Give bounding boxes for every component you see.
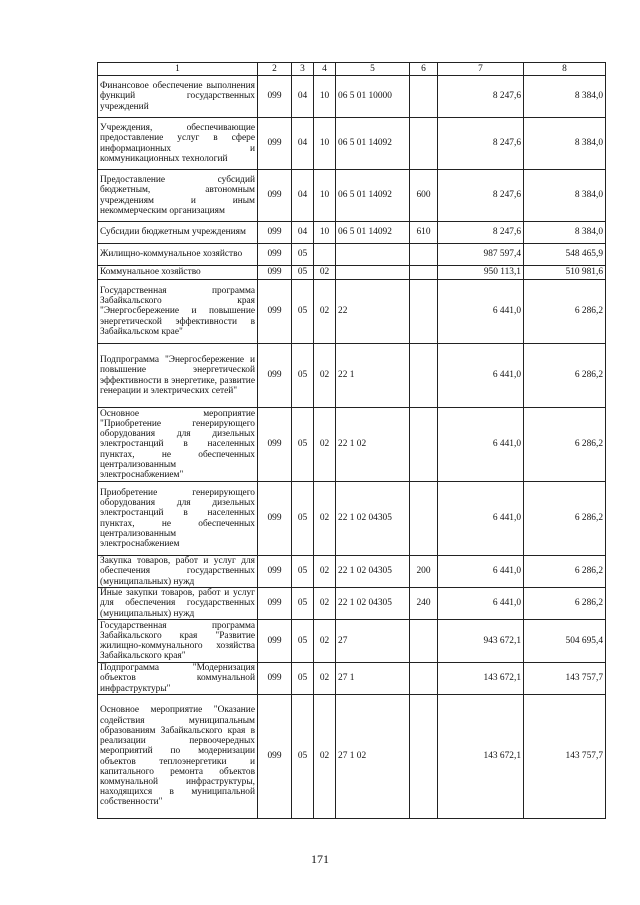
cell-amount-year-2: 6 286,2 [524, 344, 606, 408]
cell-amount-year-2: 8 384,0 [524, 118, 606, 170]
cell-amount-year-1: 6 441,0 [438, 280, 524, 344]
cell-amount-year-2: 510 981,6 [524, 266, 606, 280]
cell-ministry-code: 099 [258, 408, 292, 482]
cell-amount-year-1: 6 441,0 [438, 482, 524, 556]
cell-target-article: 27 1 02 [336, 695, 410, 819]
cell-amount-year-1: 6 441,0 [438, 588, 524, 620]
cell-ministry-code: 099 [258, 588, 292, 620]
cell-ministry-code: 099 [258, 344, 292, 408]
cell-target-article: 22 1 [336, 344, 410, 408]
cell-ministry-code: 099 [258, 222, 292, 244]
table-row [98, 556, 606, 588]
row-name: Предоставление субсидий бюджетным, автономным учреждениям и иным некоммерческим организациям [98, 170, 258, 222]
cell-amount-year-2: 8 384,0 [524, 76, 606, 118]
header-row [98, 63, 606, 76]
cell-ministry-code: 099 [258, 620, 292, 663]
cell-section: 05 [292, 482, 314, 556]
cell-target-article: 22 1 02 [336, 408, 410, 482]
cell-subsection: 02 [314, 280, 336, 344]
table-row [98, 344, 606, 408]
cell-amount-year-1: 6 441,0 [438, 344, 524, 408]
cell-expense-type [410, 76, 438, 118]
cell-subsection: 02 [314, 695, 336, 819]
cell-subsection: 02 [314, 663, 336, 695]
row-name: Закупка товаров, работ и услуг для обеспечения государственных (муниципальных) нужд [98, 556, 258, 588]
cell-section: 04 [292, 170, 314, 222]
table-row [98, 244, 606, 266]
budget-table [97, 62, 606, 819]
cell-subsection: 10 [314, 76, 336, 118]
column-header-7: 7 [438, 63, 524, 76]
cell-target-article: 06 5 01 14092 [336, 118, 410, 170]
cell-subsection: 02 [314, 482, 336, 556]
cell-amount-year-2: 548 465,9 [524, 244, 606, 266]
table-row [98, 280, 606, 344]
cell-amount-year-1: 987 597,4 [438, 244, 524, 266]
cell-section: 05 [292, 588, 314, 620]
row-name: Учреждения, обеспечивающие предоставление услуг в сфере информационных и коммуникационных технологий [98, 118, 258, 170]
table-row [98, 482, 606, 556]
cell-amount-year-2: 8 384,0 [524, 222, 606, 244]
column-header-1: 1 [98, 63, 258, 76]
cell-expense-type [410, 408, 438, 482]
cell-subsection: 02 [314, 344, 336, 408]
cell-expense-type: 240 [410, 588, 438, 620]
cell-amount-year-1: 6 441,0 [438, 556, 524, 588]
cell-expense-type [410, 344, 438, 408]
cell-expense-type [410, 482, 438, 556]
column-header-6: 6 [410, 63, 438, 76]
cell-amount-year-1: 950 113,1 [438, 266, 524, 280]
cell-ministry-code: 099 [258, 244, 292, 266]
cell-expense-type [410, 118, 438, 170]
table-row [98, 408, 606, 482]
cell-amount-year-1: 943 672,1 [438, 620, 524, 663]
cell-section: 05 [292, 556, 314, 588]
column-header-2: 2 [258, 63, 292, 76]
cell-subsection: 10 [314, 170, 336, 222]
cell-subsection: 02 [314, 556, 336, 588]
table-row [98, 118, 606, 170]
cell-target-article: 22 [336, 280, 410, 344]
row-name: Государственная программа Забайкальского края "Энергосбережение и повышение энергетической эффективности в Забайкальском крае" [98, 280, 258, 344]
cell-section: 05 [292, 244, 314, 266]
cell-ministry-code: 099 [258, 556, 292, 588]
row-name: Жилищно-коммунальное хозяйство [98, 244, 258, 266]
cell-amount-year-1: 8 247,6 [438, 222, 524, 244]
row-name: Основное мероприятие "Оказание содействия муниципальным образованиям Забайкальского края в реализации первоочередных мероприятий по модернизации объектов теплоэнергетики и капитального ремонта объектов коммунальной инфраструктуры, находящихся в муниципальной собственности" [98, 695, 258, 819]
cell-subsection: 02 [314, 588, 336, 620]
cell-section: 05 [292, 344, 314, 408]
column-header-3: 3 [292, 63, 314, 76]
cell-expense-type [410, 695, 438, 819]
cell-amount-year-2: 6 286,2 [524, 482, 606, 556]
cell-subsection: 10 [314, 222, 336, 244]
cell-amount-year-1: 8 247,6 [438, 170, 524, 222]
cell-section: 04 [292, 76, 314, 118]
cell-amount-year-2: 6 286,2 [524, 556, 606, 588]
cell-ministry-code: 099 [258, 280, 292, 344]
cell-amount-year-1: 6 441,0 [438, 408, 524, 482]
cell-section: 04 [292, 222, 314, 244]
cell-amount-year-1: 8 247,6 [438, 76, 524, 118]
cell-expense-type [410, 620, 438, 663]
table-row [98, 588, 606, 620]
row-name: Приобретение генерирующего оборудования для дизельных электростанций в населенных пунктах, не обеспеченных централизованным электроснабжением [98, 482, 258, 556]
cell-expense-type [410, 266, 438, 280]
cell-amount-year-1: 143 672,1 [438, 695, 524, 819]
cell-ministry-code: 099 [258, 170, 292, 222]
table-row [98, 663, 606, 695]
cell-amount-year-2: 143 757,7 [524, 663, 606, 695]
cell-subsection: 02 [314, 620, 336, 663]
cell-ministry-code: 099 [258, 266, 292, 280]
cell-target-article: 27 1 [336, 663, 410, 695]
cell-section: 05 [292, 280, 314, 344]
table-row [98, 266, 606, 280]
page-number: 171 [311, 852, 329, 866]
cell-section: 05 [292, 408, 314, 482]
cell-amount-year-1: 8 247,6 [438, 118, 524, 170]
cell-amount-year-2: 143 757,7 [524, 695, 606, 819]
cell-subsection: 10 [314, 118, 336, 170]
cell-target-article: 06 5 01 10000 [336, 76, 410, 118]
cell-ministry-code: 099 [258, 695, 292, 819]
cell-amount-year-1: 143 672,1 [438, 663, 524, 695]
cell-expense-type: 600 [410, 170, 438, 222]
row-name: Субсидии бюджетным учреждениям [98, 222, 258, 244]
cell-target-article: 27 [336, 620, 410, 663]
cell-subsection: 02 [314, 266, 336, 280]
cell-target-article: 22 1 02 04305 [336, 482, 410, 556]
cell-amount-year-2: 504 695,4 [524, 620, 606, 663]
cell-target-article [336, 266, 410, 280]
row-name: Подпрограмма "Модернизация объектов коммунальной инфраструктуры" [98, 663, 258, 695]
cell-section: 04 [292, 118, 314, 170]
cell-ministry-code: 099 [258, 118, 292, 170]
cell-expense-type [410, 280, 438, 344]
column-header-4: 4 [314, 63, 336, 76]
cell-expense-type: 200 [410, 556, 438, 588]
cell-expense-type [410, 244, 438, 266]
table-row [98, 76, 606, 118]
column-header-5: 5 [336, 63, 410, 76]
cell-section: 05 [292, 266, 314, 280]
cell-ministry-code: 099 [258, 76, 292, 118]
cell-amount-year-2: 8 384,0 [524, 170, 606, 222]
cell-subsection [314, 244, 336, 266]
cell-target-article: 22 1 02 04305 [336, 556, 410, 588]
table-body [98, 76, 606, 819]
row-name: Иные закупки товаров, работ и услуг для обеспечения государственных (муниципальных) нужд [98, 588, 258, 620]
column-header-8: 8 [524, 63, 606, 76]
cell-target-article [336, 244, 410, 266]
cell-section: 05 [292, 620, 314, 663]
row-name: Коммунальное хозяйство [98, 266, 258, 280]
cell-target-article: 06 5 01 14092 [336, 170, 410, 222]
cell-subsection: 02 [314, 408, 336, 482]
cell-expense-type: 610 [410, 222, 438, 244]
cell-amount-year-2: 6 286,2 [524, 280, 606, 344]
cell-section: 05 [292, 663, 314, 695]
cell-section: 05 [292, 695, 314, 819]
row-name: Государственная программа Забайкальского края "Развитие жилищно-коммунального хозяйства Забайкальского края" [98, 620, 258, 663]
cell-target-article: 06 5 01 14092 [336, 222, 410, 244]
cell-amount-year-2: 6 286,2 [524, 588, 606, 620]
row-name: Основное мероприятие "Приобретение генерирующего оборудования для дизельных электростанций в населенных пунктах, не обеспеченных централизованным электроснабжением" [98, 408, 258, 482]
cell-expense-type [410, 663, 438, 695]
cell-target-article: 22 1 02 04305 [336, 588, 410, 620]
table-row [98, 695, 606, 819]
table-row [98, 170, 606, 222]
table-row [98, 620, 606, 663]
cell-ministry-code: 099 [258, 663, 292, 695]
row-name: Финансовое обеспечение выполнения функций государственных учреждений [98, 76, 258, 118]
cell-amount-year-2: 6 286,2 [524, 408, 606, 482]
table-row [98, 222, 606, 244]
cell-ministry-code: 099 [258, 482, 292, 556]
row-name: Подпрограмма "Энергосбережение и повышение энергетической эффективности в энергетике, развитие генерации и электрических сетей" [98, 344, 258, 408]
